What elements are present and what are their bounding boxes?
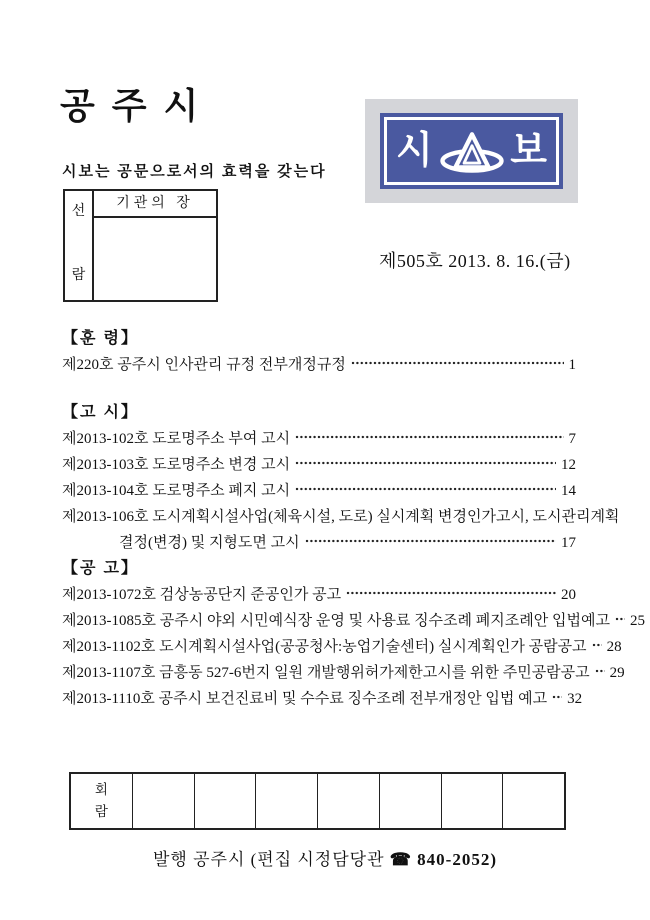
- toc-item-title: 결정(변경) 및 지형도면 고시: [119, 535, 300, 551]
- toc-item: [62, 582, 576, 608]
- approval-side-top: 선: [71, 204, 86, 219]
- circulation-table: [69, 772, 566, 830]
- toc-item: [62, 352, 576, 378]
- issue-number-date: 제505호 2013. 8. 16.(금): [379, 251, 571, 271]
- circulation-cell-empty: [380, 774, 442, 828]
- approval-side-label: [65, 191, 94, 300]
- dot-leader: [295, 487, 556, 491]
- footer-phone: ☎ 840-2052): [389, 850, 497, 869]
- toc-item-title: 제2013-1107호 금흥동 527-6번지 일원 개발행위허가제한고시를 위한 주민공람공고: [62, 665, 590, 681]
- footer-publisher: 발행 공주시: [153, 850, 246, 869]
- toc-item: [62, 634, 622, 660]
- sibo-stamp-blue-plate: [380, 113, 563, 189]
- circulation-label-cell: [71, 774, 133, 828]
- toc-item: [62, 686, 583, 712]
- circulation-cell-empty: [195, 774, 257, 828]
- dot-leader: [305, 539, 556, 543]
- circulation-cell-empty: [442, 774, 504, 828]
- page-number: 29: [609, 665, 625, 681]
- page-number: 14: [561, 483, 576, 499]
- toc-item-title: 제2013-102호 도로명주소 부여 고시: [62, 431, 291, 447]
- toc-item: [62, 452, 576, 478]
- stamp-char-si: 시: [396, 130, 433, 172]
- dot-leader: [592, 643, 602, 647]
- toc-item-title: 제2013-104호 도로명주소 폐지 고시: [62, 483, 291, 499]
- dot-leader: [552, 695, 562, 699]
- dot-leader: [295, 461, 556, 465]
- toc-item-title: 제2013-1085호 공주시 야외 시민예식장 운영 및 사용료 징수조례 폐지조례안 입법예고: [62, 613, 610, 629]
- toc-item: [62, 660, 625, 686]
- page-number: 12: [561, 457, 576, 473]
- page-number: 28: [606, 639, 622, 655]
- stamp-char-bo: 보: [510, 130, 547, 172]
- page-number: 17: [561, 535, 576, 551]
- tagline: 시보는 공문으로서의 효력을 갖는다: [62, 164, 327, 180]
- toc-item-title: 제2013-103호 도로명주소 변경 고시: [62, 457, 291, 473]
- circulation-label-top: 회: [94, 781, 108, 797]
- toc-item-title: 제2013-1110호 공주시 보건진료비 및 수수료 징수조례 전부개정안 입법 예고: [62, 691, 548, 707]
- toc-item: [62, 478, 576, 504]
- page-number: 1: [568, 357, 576, 373]
- approval-main: [94, 191, 216, 300]
- dot-leader: [351, 361, 564, 365]
- circulation-label-bottom: 람: [94, 804, 108, 819]
- section-heading: 【고 시】: [62, 404, 139, 421]
- section-heading: 【공 고】: [62, 560, 139, 577]
- approval-box: [63, 189, 218, 302]
- circulation-cell-empty: [133, 774, 195, 828]
- dot-leader: [295, 435, 563, 439]
- circulation-cell-empty: [503, 774, 564, 828]
- toc-item: [62, 530, 576, 556]
- page-number: 20: [561, 587, 576, 603]
- toc-item-title: 제220호 공주시 인사관리 규정 전부개정규정: [62, 357, 346, 373]
- dot-leader: [595, 669, 605, 673]
- page-number: 32: [567, 691, 583, 707]
- toc-item-line1: 제2013-106호 도시계획시설사업(체육시설, 도로) 실시계획 변경인가고시, 도시관리계획: [62, 509, 620, 525]
- approval-side-bottom: 람: [71, 268, 86, 283]
- footer-publisher-line: [0, 845, 650, 870]
- dot-leader: [346, 591, 556, 595]
- page-number: 7: [568, 431, 576, 447]
- toc: [62, 326, 645, 712]
- toc-item-title: 제2013-1102호 도시계획시설사업(공공청사:농업기술센터) 실시계획인가 공람공고: [62, 639, 587, 655]
- toc-item: [62, 608, 645, 634]
- toc-item-title: 제2013-1072호 검상농공단지 준공인가 공고: [62, 587, 342, 603]
- approval-header: 기관의 장: [94, 191, 216, 218]
- circulation-cell-empty: [318, 774, 380, 828]
- page-number: 25: [629, 613, 645, 629]
- sibo-stamp: [365, 99, 578, 203]
- gongju-emblem-icon: [436, 132, 508, 174]
- footer-editor: (편집 시정담당관: [250, 850, 385, 869]
- city-title: 공 주 시: [60, 86, 203, 126]
- dot-leader: [615, 617, 625, 621]
- circulation-cell-empty: [256, 774, 318, 828]
- signature-space: [94, 218, 216, 300]
- toc-item: [62, 426, 576, 452]
- section-heading: 【훈 령】: [62, 330, 139, 347]
